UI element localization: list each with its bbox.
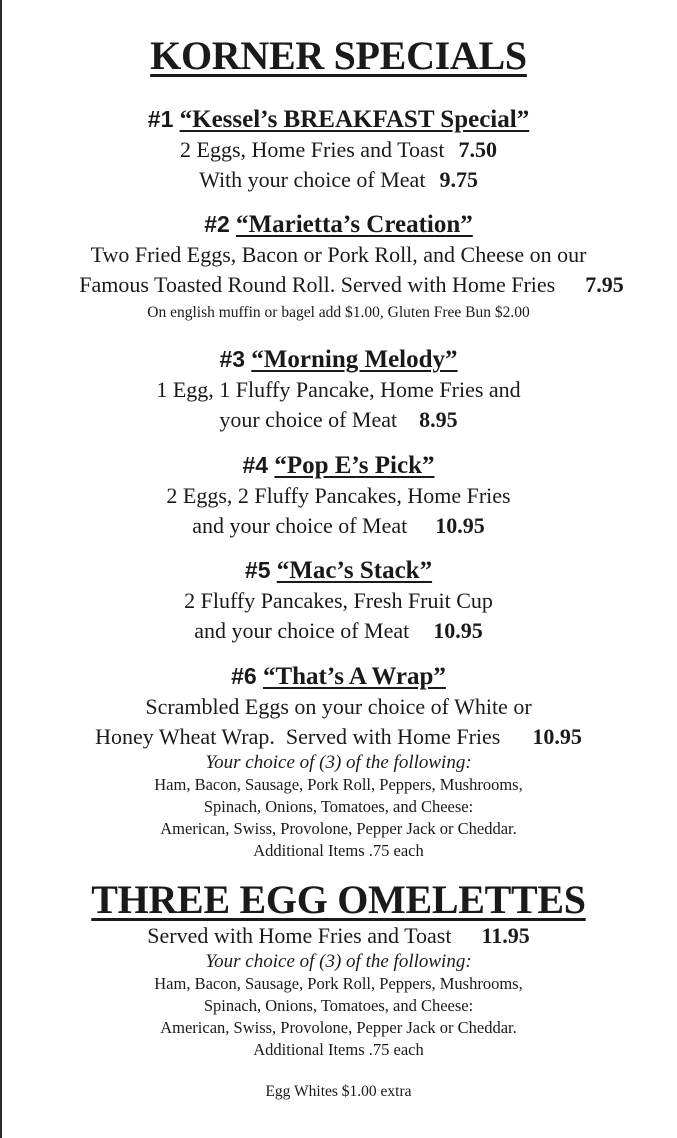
special-item-4 — [0, 450, 677, 541]
item-name: “Pop E’s Pick” — [274, 452, 435, 479]
item-description-line: Two Fried Eggs, Bacon or Pork Roll, and Cheese on our — [90, 242, 587, 267]
item-description-line: and your choice of Meat 10.95 — [194, 618, 483, 643]
option-line: Additional Items .75 each — [253, 841, 424, 860]
omelettes-price: 11.95 — [481, 923, 530, 948]
item-name: “Mac’s Stack” — [276, 557, 433, 584]
item-price: 10.95 — [433, 618, 483, 643]
item-number: #4 — [242, 452, 269, 478]
special-item-5 — [0, 555, 677, 646]
item-price: 10.95 — [435, 513, 485, 538]
item-number: #1 — [147, 106, 174, 132]
item-price: 8.95 — [419, 407, 458, 432]
option-line: Ham, Bacon, Sausage, Pork Roll, Peppers, Mushrooms, — [154, 775, 523, 794]
item-price: 7.95 — [585, 272, 624, 297]
option-line: Spinach, Onions, Tomatoes, and Cheese: — [203, 996, 474, 1015]
option-line: Additional Items .75 each — [253, 1040, 424, 1059]
option-line: Ham, Bacon, Sausage, Pork Roll, Peppers, Mushrooms, — [154, 974, 523, 993]
omelettes-description-line: Served with Home Fries and Toast 11.95 — [147, 923, 530, 948]
special-item-3 — [0, 344, 677, 435]
item-note: On english muffin or bagel add $1.00, Gluten Free Bun $2.00 — [147, 304, 530, 321]
option-line: American, Swiss, Provolone, Pepper Jack or Cheddar. — [160, 1018, 517, 1037]
item-name: “Marietta’s Creation” — [236, 211, 473, 238]
item-name: “Kessel’s BREAKFAST Special” — [179, 106, 530, 133]
omelettes-section — [0, 878, 677, 1061]
item-number: #3 — [219, 346, 246, 372]
choice-heading: Your choice of (3) of the following: — [205, 752, 472, 773]
item-number: #2 — [204, 211, 230, 237]
item-price: 10.95 — [532, 724, 582, 749]
item-price: 7.50 — [458, 137, 497, 162]
footnote-wrap — [0, 1081, 677, 1103]
item-description-line: 2 Fluffy Pancakes, Fresh Fruit Cup — [184, 588, 493, 613]
item-description-line: With your choice of Meat 9.75 — [199, 167, 478, 192]
item-name: “Morning Melody” — [251, 346, 458, 373]
item-number: #5 — [244, 557, 271, 583]
choice-heading: Your choice of (3) of the following: — [205, 951, 472, 972]
item-description-line: 2 Eggs, Home Fries and Toast 7.50 — [180, 137, 497, 162]
specials-section-title-wrap — [0, 34, 677, 78]
item-description-line: 1 Egg, 1 Fluffy Pancake, Home Fries and — [156, 377, 521, 402]
option-line: American, Swiss, Provolone, Pepper Jack or Cheddar. — [160, 819, 517, 838]
item-number: #6 — [231, 663, 257, 689]
egg-whites-footnote: Egg Whites $1.00 extra — [265, 1083, 412, 1100]
item-description-line: 2 Eggs, 2 Fluffy Pancakes, Home Fries — [166, 483, 511, 508]
item-description-line: Famous Toasted Round Roll. Served with Home Fries 7.95 — [79, 272, 624, 297]
item-description-line: Scrambled Eggs on your choice of White or — [145, 694, 532, 719]
option-line: Spinach, Onions, Tomatoes, and Cheese: — [203, 797, 474, 816]
item-description-line: Honey Wheat Wrap. Served with Home Fries 10.95 — [95, 724, 582, 749]
item-description-line: your choice of Meat 8.95 — [219, 407, 458, 432]
omelettes-title: THREE EGG OMELETTES — [91, 877, 586, 922]
item-price: 9.75 — [439, 167, 478, 192]
specials-title: KORNER SPECIALS — [150, 33, 527, 78]
item-description-line: and your choice of Meat 10.95 — [192, 513, 485, 538]
special-item-6 — [0, 661, 677, 862]
special-item-2 — [0, 209, 677, 324]
special-item-1 — [0, 104, 677, 195]
item-name: “That’s A Wrap” — [262, 663, 446, 690]
